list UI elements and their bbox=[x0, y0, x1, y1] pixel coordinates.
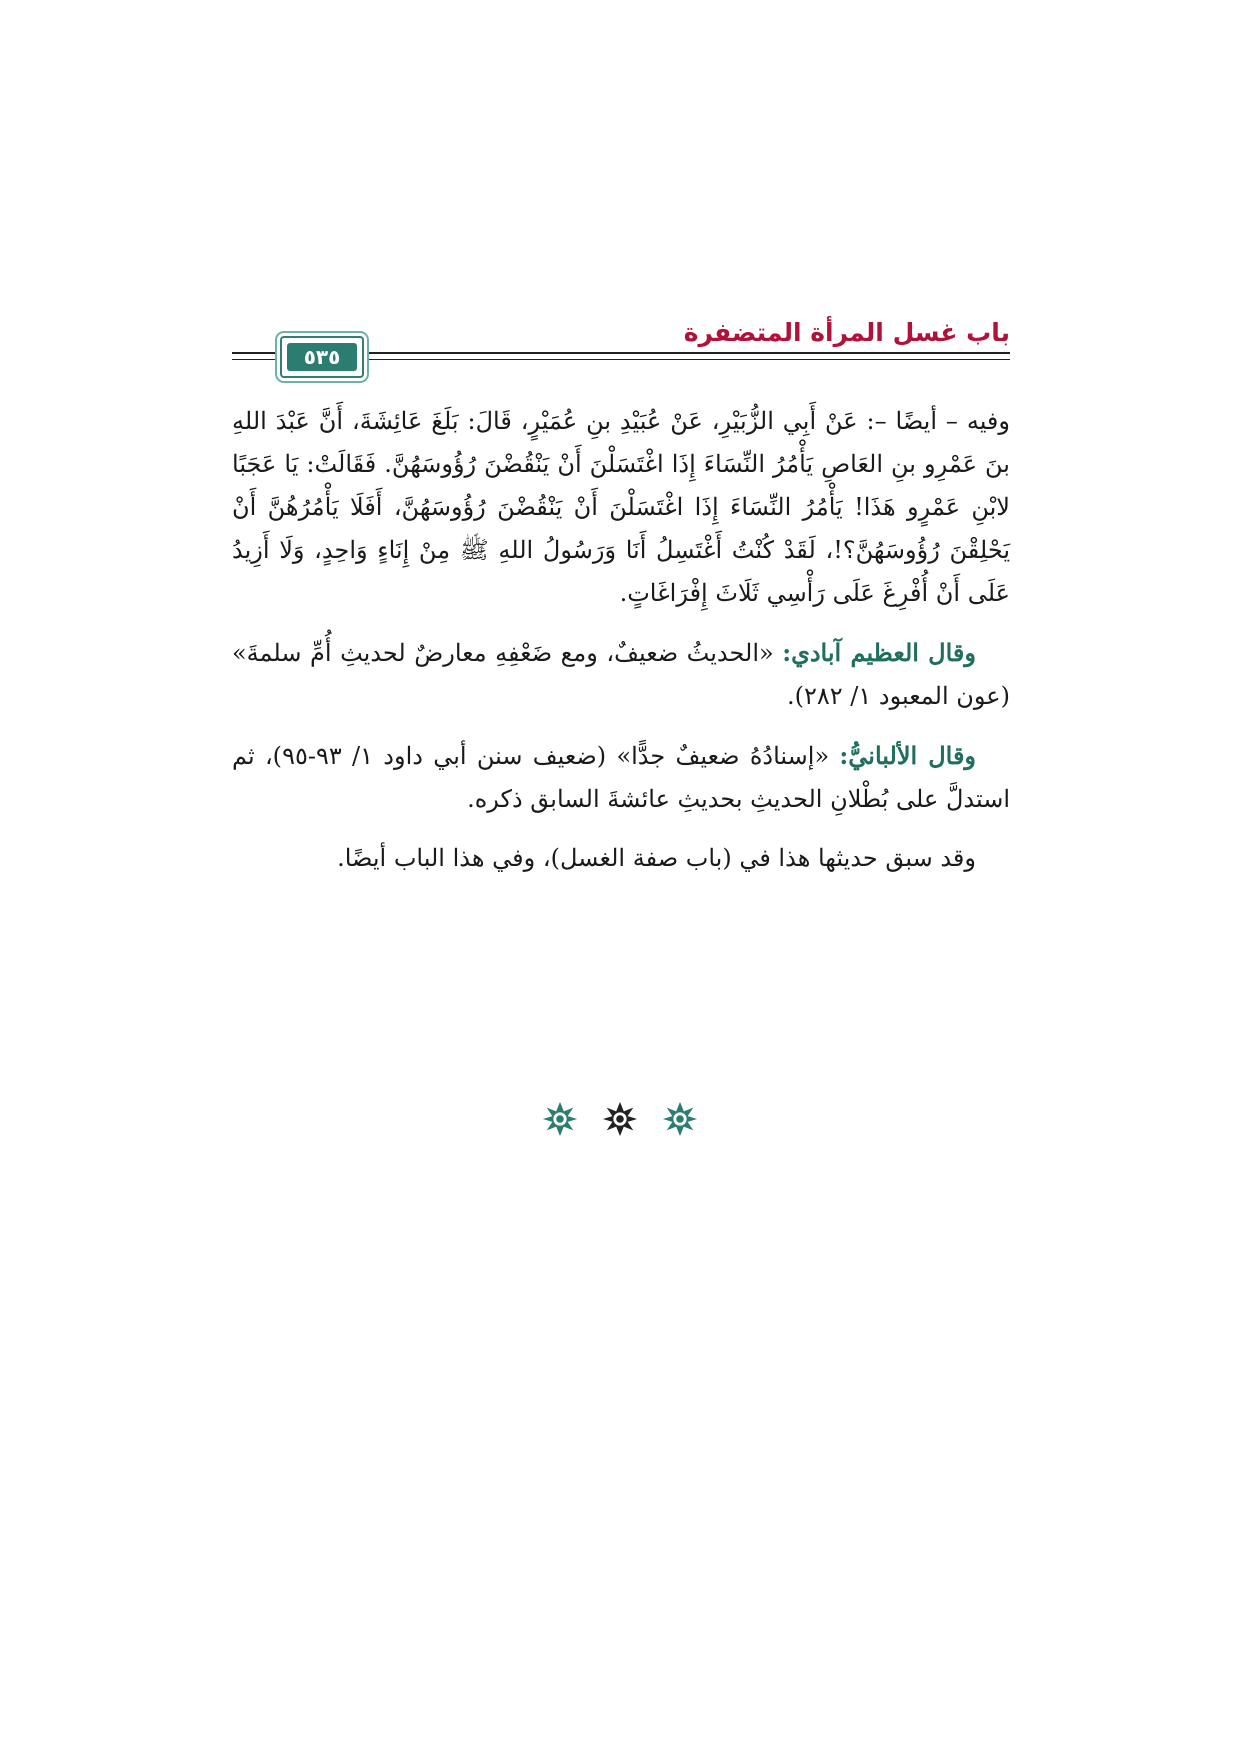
chapter-title: باب غسل المرأة المتضفرة bbox=[683, 318, 1010, 347]
closing-paragraph: وقد سبق حديثها هذا في (باب صفة الغسل)، وفي هذا الباب أيضًا. bbox=[337, 844, 976, 872]
hadith-paragraph: وفيه – أيضًا –: عَنْ أَبِي الزُّبَيْرِ، عَنْ عُبَيْدِ بنِ عُمَيْرٍ، قَالَ: بَلَغَ عَائِشَةَ، أَنَّ عَبْدَ اللهِ بنَ عَمْرِو بنِ العَاصِ يَأْمُرُ النِّسَاءَ إِذَا اغْتَسَلْنَ أَنْ يَنْقُضْنَ رُؤُوسَهُنَّ. فَقَالَتْ: يَا عَجَبًا لابْنِ عَمْرٍو هَذَا! يَأْمُرُ النِّسَاءَ إِذَا اغْتَسَلْنَ أَنْ يَنْقُضْنَ رُؤُوسَهُنَّ، أَفَلَا يَأْمُرُهُنَّ أَنْ يَحْلِقْنَ رُؤُوسَهُنَّ؟!، لَقَدْ كُنْتُ أَغْتَسِلُ أَنَا وَرَسُولُ اللهِ ﷺ مِنْ إِنَاءٍ وَاحِدٍ، وَلَا أَزِيدُ عَلَى أَنْ أُفْرِغَ عَلَى رَأْسِي ثَلَاثَ إِفْرَاغَاتٍ. bbox=[232, 407, 1010, 607]
page-content bbox=[232, 400, 1010, 896]
flower-ornament-icon bbox=[601, 1100, 639, 1138]
section-end-ornaments bbox=[0, 1100, 1240, 1150]
page-number: ٥٣٥ bbox=[287, 343, 357, 371]
page-number-badge bbox=[280, 336, 364, 378]
flower-ornament-icon bbox=[661, 1100, 699, 1138]
comment-paragraph-2 bbox=[232, 734, 1010, 821]
speaker-label: وقال العظيم آبادي: bbox=[782, 638, 976, 667]
page-header bbox=[232, 312, 1010, 382]
comment-text: «إسنادُهُ ضعيفٌ جدًّا» (ضعيف سنن أبي داود ١/ ٩٣-٩٥)، ثم استدلَّ على بُطْلانِ الحديثِ بحديثِ عائشةَ السابق ذكره. bbox=[232, 742, 1010, 813]
comment-text: «الحديثُ ضعيفٌ، ومع ضَعْفِهِ معارضٌ لحديثِ أُمِّ سلمةَ» (عون المعبود ١/ ٢٨٢). bbox=[232, 639, 1010, 710]
speaker-label: وقال الألبانيُّ: bbox=[839, 741, 977, 770]
comment-paragraph-1 bbox=[232, 631, 1010, 718]
flower-ornament-icon bbox=[541, 1100, 579, 1138]
